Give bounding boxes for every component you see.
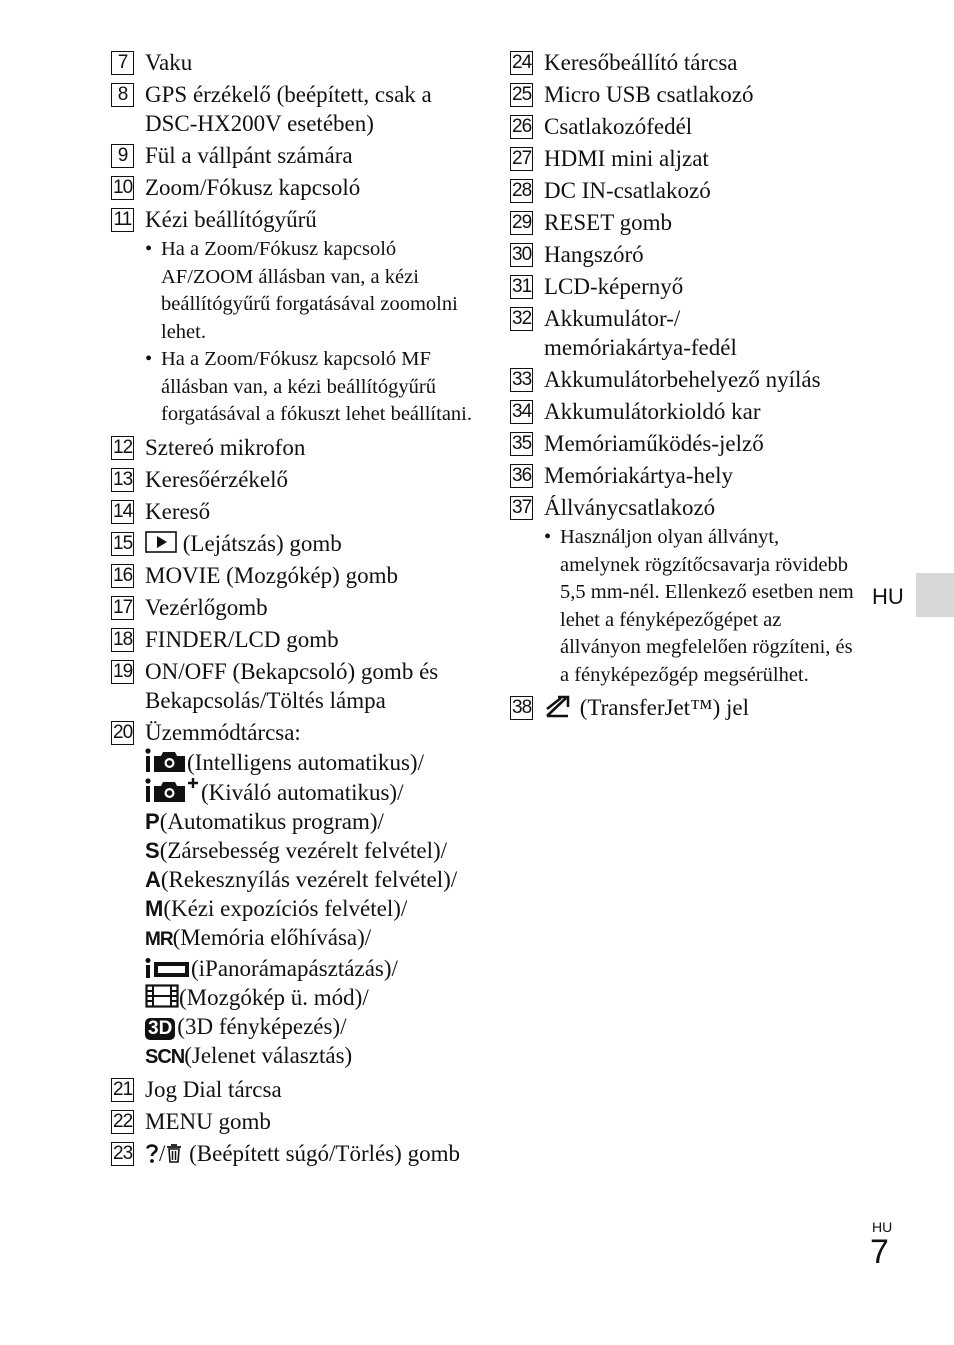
item-text: Akkumulátor-/ memóriakártya-fedél xyxy=(544,306,737,360)
side-language-label: HU xyxy=(872,584,904,609)
item-13 xyxy=(111,465,483,494)
mode-intelligent-auto: (Intelligens automatikus)/ xyxy=(145,747,483,777)
item-16 xyxy=(111,561,483,590)
item-text: Jog Dial tárcsa xyxy=(145,1076,282,1102)
item-11-notes xyxy=(145,236,483,429)
mode-superior-auto: (Kiváló automatikus)/ xyxy=(145,777,483,807)
item-10 xyxy=(111,173,483,202)
item-text: Sztereó mikrofon xyxy=(145,434,306,460)
item-number: 24 xyxy=(512,52,532,73)
item-23 xyxy=(111,1139,483,1168)
item-text: Keresőérzékelő xyxy=(145,466,289,492)
item-24 xyxy=(510,48,870,77)
item-number: 38 xyxy=(512,697,532,718)
mode-manual: M(Kézi expozíciós felvétel)/ xyxy=(145,895,408,921)
item-number: 10 xyxy=(113,177,133,198)
item-text: (Lejátszás) gomb xyxy=(182,530,342,556)
item-text: MENU gomb xyxy=(145,1108,271,1134)
item-text: Memóriakártya-hely xyxy=(544,463,734,488)
side-tab xyxy=(916,573,954,617)
item-34 xyxy=(510,397,870,426)
item-20 xyxy=(111,718,483,1072)
note: • Ha a Zoom/Fókusz kapcsoló MF állásban van, a kézi beállítógyűrű forgatásával a fókuszt lehet beállítani. xyxy=(145,348,472,425)
scn-mode-symbol: SCN xyxy=(145,1045,185,1068)
item-number: 19 xyxy=(113,660,133,682)
item-12 xyxy=(111,433,483,462)
item-number: 11 xyxy=(111,208,134,232)
right-column xyxy=(510,48,870,725)
mode-program-auto: P(Automatikus program)/ xyxy=(145,808,384,834)
item-33 xyxy=(510,365,870,394)
item-28 xyxy=(510,176,870,205)
item-number: 30 xyxy=(512,244,532,265)
item-text: HDMI mini aljzat xyxy=(544,146,709,171)
item-text: (Beépített súgó/Törlés) gomb xyxy=(189,1140,460,1166)
item-37 xyxy=(510,493,870,689)
s-mode-symbol: S xyxy=(145,837,160,863)
item-text: Hangszóró xyxy=(544,242,644,267)
item-25 xyxy=(510,80,870,109)
item-number: 23 xyxy=(113,1142,133,1164)
item-text: GPS érzékelő (beépített, csak a DSC-HX200V esetében) xyxy=(145,82,432,136)
help-icon xyxy=(145,1142,159,1164)
item-text: RESET gomb xyxy=(544,210,673,235)
item-text: Fül a vállpánt számára xyxy=(145,143,353,168)
item-number: 20 xyxy=(113,721,133,743)
item-text: Csatlakozófedél xyxy=(544,114,693,139)
bullet: • xyxy=(145,348,153,370)
mode-scene: SCN(Jelenet választás) xyxy=(145,1042,353,1068)
item-7 xyxy=(111,48,483,77)
item-number: 25 xyxy=(512,84,532,105)
mode-aperture-priority: A(Rekesznyílás vezérelt felvétel)/ xyxy=(145,866,458,892)
item-36 xyxy=(510,461,870,490)
mr-mode-symbol: MR xyxy=(145,928,173,950)
item-number: 27 xyxy=(512,148,532,169)
item-number: 35 xyxy=(512,433,532,454)
item-text: Akkumulátorkioldó kar xyxy=(544,399,761,424)
item-text: (TransferJet™) jel xyxy=(579,695,749,720)
item-text: MOVIE (Mozgókép) gomb xyxy=(145,562,398,588)
mode-3d: 3D (3D fényképezés)/ xyxy=(145,1012,483,1041)
item-number: 18 xyxy=(113,628,133,650)
item-9 xyxy=(111,141,483,170)
left-column xyxy=(111,48,483,1171)
item-text: Zoom/Fókusz kapcsoló xyxy=(145,175,361,200)
item-text: Keresőbeállító tárcsa xyxy=(544,50,738,75)
item-number: 8 xyxy=(111,83,134,107)
item-number: 26 xyxy=(512,116,532,137)
item-26 xyxy=(510,112,870,141)
item-number: 37 xyxy=(512,497,532,518)
3d-mode-symbol: 3D xyxy=(145,1018,175,1040)
item-8 xyxy=(111,80,483,138)
note: • Használjon olyan állványt, amelynek rögzítőcsavarja rövidebb 5,5 mm-nél. Ellenkező esetben nem lehet a fényképezőgépet az állványon megfelelően rögzíteni, és a fényképezőgép megsérülhet. xyxy=(544,526,854,686)
item-text: Memóriaműködés-jelző xyxy=(544,431,764,456)
intelligent-auto-camera-icon xyxy=(145,747,187,773)
item-text: ON/OFF (Bekapcsoló) gomb és Bekapcsolás/Töltés lámpa xyxy=(145,658,439,713)
item-text: Vezérlőgomb xyxy=(145,594,268,620)
note: • Ha a Zoom/Fókusz kapcsoló AF/ZOOM állásban van, a kézi beállítógyűrű forgatásával zoomolni lehet. xyxy=(145,238,458,343)
mode-shutter-priority: S(Zársebesség vezérelt felvétel)/ xyxy=(145,837,448,863)
film-icon xyxy=(145,984,179,1008)
item-27 xyxy=(510,144,870,173)
item-number: 13 xyxy=(113,468,133,490)
mode-memory-recall: MR(Memória előhívása)/ xyxy=(145,924,372,950)
item-32 xyxy=(510,304,784,362)
bullet: • xyxy=(145,238,153,260)
mode-movie: (Mozgókép ü. mód)/ xyxy=(145,983,483,1012)
item-number: 29 xyxy=(512,212,532,233)
trash-icon xyxy=(165,1142,183,1164)
page-language: HU xyxy=(872,1219,893,1235)
item-number: 7 xyxy=(111,51,134,75)
item-15 xyxy=(111,529,483,558)
item-22 xyxy=(111,1107,483,1136)
panorama-icon xyxy=(145,957,191,979)
item-35 xyxy=(510,429,870,458)
mode-list xyxy=(145,747,483,1072)
item-text: DC IN-csatlakozó xyxy=(544,178,711,203)
m-mode-symbol: M xyxy=(145,895,164,921)
item-number: 28 xyxy=(512,180,532,201)
item-29 xyxy=(510,208,870,237)
item-number: 36 xyxy=(512,465,532,486)
item-text: FINDER/LCD gomb xyxy=(145,626,339,652)
bullet: • xyxy=(544,526,552,548)
item-number: 9 xyxy=(111,144,134,168)
item-number: 22 xyxy=(113,1110,133,1132)
item-11 xyxy=(111,205,483,429)
item-14 xyxy=(111,497,483,526)
item-31 xyxy=(510,272,870,301)
item-19 xyxy=(111,657,483,715)
item-21 xyxy=(111,1075,483,1104)
superior-auto-camera-icon xyxy=(145,777,201,803)
item-number: 32 xyxy=(512,308,532,329)
item-number: 21 xyxy=(113,1078,133,1100)
item-number: 31 xyxy=(512,276,532,297)
play-icon xyxy=(145,530,177,554)
item-number: 16 xyxy=(113,564,133,586)
item-number: 14 xyxy=(113,500,133,522)
item-text: Állványcsatlakozó xyxy=(544,495,716,520)
item-text: Vaku xyxy=(145,50,193,75)
item-37-notes xyxy=(544,524,856,689)
item-17 xyxy=(111,593,483,622)
slash: / xyxy=(159,1140,166,1166)
item-number: 33 xyxy=(512,369,532,390)
item-text: Micro USB csatlakozó xyxy=(544,82,754,107)
item-number: 17 xyxy=(113,596,133,618)
item-text: LCD-képernyő xyxy=(544,274,684,299)
mode-panorama: (iPanorámapásztázás)/ xyxy=(145,954,483,983)
item-number: 12 xyxy=(113,436,133,458)
item-38 xyxy=(510,693,870,722)
item-number: 34 xyxy=(512,401,532,422)
item-text: Kereső xyxy=(145,498,211,524)
item-text: Akkumulátorbehelyező nyílás xyxy=(544,367,821,392)
p-mode-symbol: P xyxy=(145,808,160,834)
a-mode-symbol: A xyxy=(145,866,161,892)
page-number: 7 xyxy=(870,1233,889,1271)
item-30 xyxy=(510,240,870,269)
item-text: Kézi beállítógyűrű xyxy=(145,207,317,232)
item-18 xyxy=(111,625,483,654)
item-number: 15 xyxy=(113,532,133,554)
transferjet-icon xyxy=(544,694,574,718)
item-text: Üzemmódtárcsa: xyxy=(145,719,301,745)
